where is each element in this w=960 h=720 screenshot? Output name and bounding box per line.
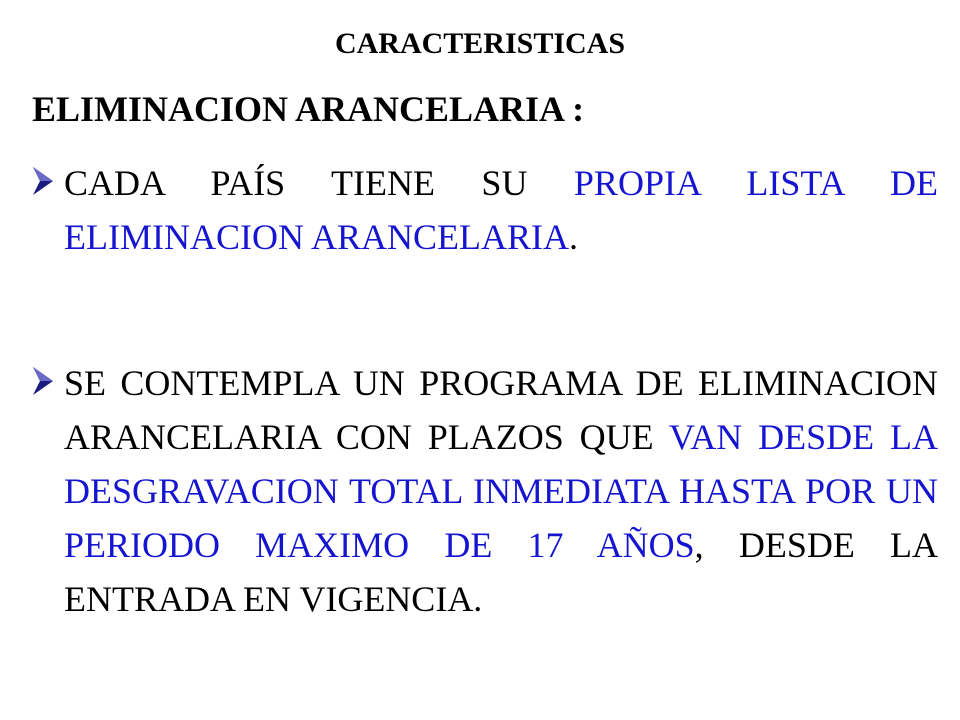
arrowhead-bullet-icon bbox=[32, 166, 54, 196]
bullet-item-2 bbox=[32, 356, 938, 626]
section-title: ELIMINACION ARANCELARIA : bbox=[32, 89, 585, 129]
bullet-2-text-run: , DESDE LA ENTRADA EN VIGENCIA. bbox=[64, 525, 938, 619]
bullet-1-highlight-run: PROPIA LISTA DE ELIMINACION ARANCELARIA bbox=[64, 163, 938, 257]
bullet-item-1 bbox=[32, 156, 938, 264]
bullet-text-2 bbox=[64, 356, 938, 626]
bullet-2-highlight-run: VAN DESDE LA DESGRAVACION TOTAL INMEDIATA HASTA POR UN PERIODO MAXIMO DE 17 AÑOS bbox=[64, 417, 939, 565]
bullet-1-text-run: CADA PAÍS TIENE SU bbox=[64, 163, 574, 203]
bullet-text-1 bbox=[64, 156, 938, 264]
bullet-2-text-run: SE CONTEMPLA UN PROGRAMA DE ELIMINACION ARANCELARIA CON PLAZOS QUE bbox=[64, 363, 938, 457]
bullet-1-text-run: . bbox=[568, 217, 578, 257]
slide-header: CARACTERISTICAS bbox=[334, 27, 626, 60]
arrowhead-bullet-icon bbox=[32, 366, 54, 396]
